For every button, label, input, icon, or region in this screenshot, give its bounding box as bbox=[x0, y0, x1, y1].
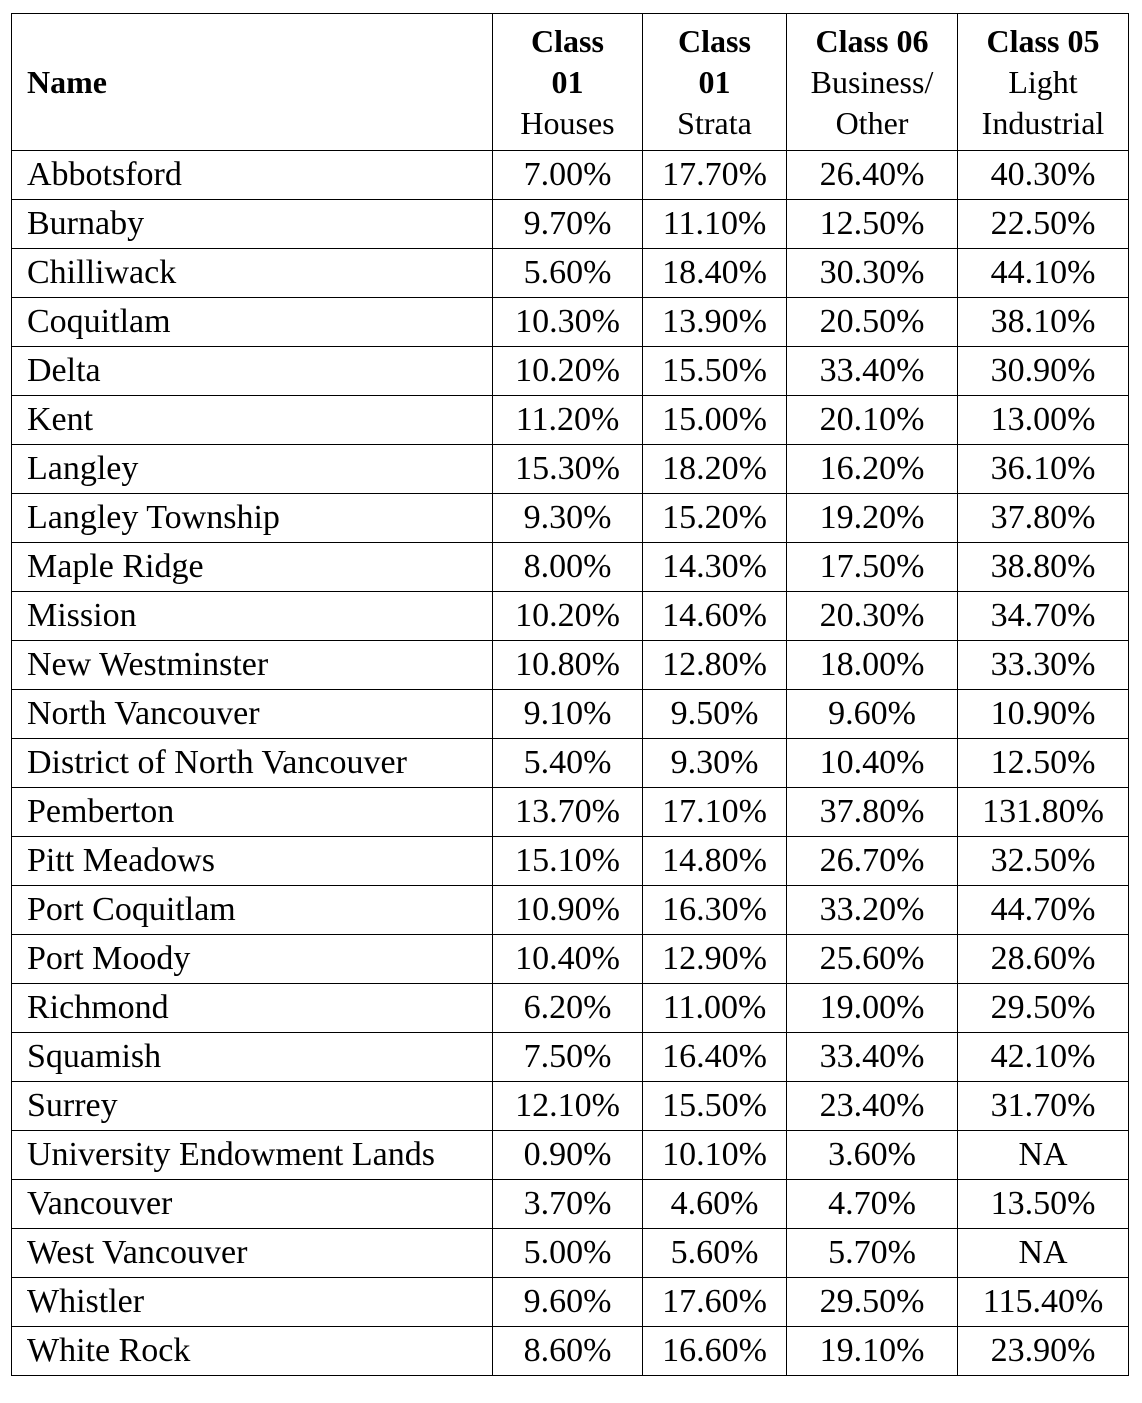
row-name-cell: White Rock bbox=[12, 1327, 493, 1376]
cell-houses: 9.70% bbox=[493, 200, 643, 249]
cell-strata: 18.20% bbox=[643, 445, 787, 494]
cell-light-industrial: 32.50% bbox=[958, 837, 1129, 886]
cell-houses: 10.30% bbox=[493, 298, 643, 347]
cell-light-industrial: 12.50% bbox=[958, 739, 1129, 788]
cell-strata: 14.80% bbox=[643, 837, 787, 886]
cell-strata: 5.60% bbox=[643, 1229, 787, 1278]
cell-strata: 17.70% bbox=[643, 151, 787, 200]
table-row bbox=[12, 1082, 1129, 1131]
table-row bbox=[12, 200, 1129, 249]
table-row bbox=[12, 494, 1129, 543]
row-name-cell: Langley bbox=[12, 445, 493, 494]
cell-light-industrial: 31.70% bbox=[958, 1082, 1129, 1131]
table-row bbox=[12, 1131, 1129, 1180]
cell-strata: 15.00% bbox=[643, 396, 787, 445]
cell-business: 30.30% bbox=[787, 249, 958, 298]
table-body bbox=[12, 151, 1129, 1376]
cell-strata: 16.30% bbox=[643, 886, 787, 935]
header-line: 01 bbox=[698, 63, 731, 100]
cell-strata: 10.10% bbox=[643, 1131, 787, 1180]
table-row bbox=[12, 739, 1129, 788]
cell-houses: 10.20% bbox=[493, 592, 643, 641]
table-row bbox=[12, 935, 1129, 984]
cell-houses: 6.20% bbox=[493, 984, 643, 1033]
table-row bbox=[12, 298, 1129, 347]
table-row bbox=[12, 1180, 1129, 1229]
row-name-cell: Abbotsford bbox=[12, 151, 493, 200]
header-line: Light bbox=[1008, 63, 1078, 100]
cell-light-industrial: 23.90% bbox=[958, 1327, 1129, 1376]
cell-strata: 13.90% bbox=[643, 298, 787, 347]
header-class06-business bbox=[787, 14, 958, 151]
table-row bbox=[12, 1033, 1129, 1082]
cell-strata: 11.00% bbox=[643, 984, 787, 1033]
header-line: Class 05 bbox=[986, 22, 1100, 59]
row-name-cell: Maple Ridge bbox=[12, 543, 493, 592]
cell-strata: 11.10% bbox=[643, 200, 787, 249]
row-name-cell: Mission bbox=[12, 592, 493, 641]
header-name: Name bbox=[12, 14, 493, 151]
header-line: Industrial bbox=[981, 104, 1105, 141]
cell-houses: 15.10% bbox=[493, 837, 643, 886]
cell-light-industrial: 131.80% bbox=[958, 788, 1129, 837]
cell-business: 25.60% bbox=[787, 935, 958, 984]
cell-strata: 14.60% bbox=[643, 592, 787, 641]
cell-business: 33.40% bbox=[787, 1033, 958, 1082]
cell-business: 18.00% bbox=[787, 641, 958, 690]
cell-business: 26.40% bbox=[787, 151, 958, 200]
row-name-cell: North Vancouver bbox=[12, 690, 493, 739]
cell-business: 20.50% bbox=[787, 298, 958, 347]
cell-strata: 14.30% bbox=[643, 543, 787, 592]
row-name-cell: Delta bbox=[12, 347, 493, 396]
cell-light-industrial: 29.50% bbox=[958, 984, 1129, 1033]
cell-light-industrial: NA bbox=[958, 1229, 1129, 1278]
table-header bbox=[12, 14, 1129, 151]
row-name-cell: New Westminster bbox=[12, 641, 493, 690]
cell-houses: 7.50% bbox=[493, 1033, 643, 1082]
header-class01-houses bbox=[493, 14, 643, 151]
cell-light-industrial: 115.40% bbox=[958, 1278, 1129, 1327]
cell-houses: 10.90% bbox=[493, 886, 643, 935]
cell-houses: 7.00% bbox=[493, 151, 643, 200]
row-name-cell: Pemberton bbox=[12, 788, 493, 837]
cell-business: 17.50% bbox=[787, 543, 958, 592]
assessment-change-table bbox=[11, 13, 1129, 1376]
cell-business: 33.40% bbox=[787, 347, 958, 396]
table-row bbox=[12, 347, 1129, 396]
header-line: Class 06 bbox=[815, 22, 929, 59]
cell-strata: 18.40% bbox=[643, 249, 787, 298]
cell-houses: 10.80% bbox=[493, 641, 643, 690]
cell-business: 20.10% bbox=[787, 396, 958, 445]
row-name-cell: Richmond bbox=[12, 984, 493, 1033]
cell-business: 4.70% bbox=[787, 1180, 958, 1229]
cell-light-industrial: 37.80% bbox=[958, 494, 1129, 543]
header-line: Business/ bbox=[810, 63, 934, 100]
header-line: Strata bbox=[677, 104, 752, 141]
cell-light-industrial: 30.90% bbox=[958, 347, 1129, 396]
cell-houses: 15.30% bbox=[493, 445, 643, 494]
cell-light-industrial: 44.10% bbox=[958, 249, 1129, 298]
cell-light-industrial: 40.30% bbox=[958, 151, 1129, 200]
cell-light-industrial: 10.90% bbox=[958, 690, 1129, 739]
row-name-cell: District of North Vancouver bbox=[12, 739, 493, 788]
cell-light-industrial: 38.10% bbox=[958, 298, 1129, 347]
cell-business: 37.80% bbox=[787, 788, 958, 837]
cell-business: 16.20% bbox=[787, 445, 958, 494]
cell-strata: 12.80% bbox=[643, 641, 787, 690]
cell-houses: 9.10% bbox=[493, 690, 643, 739]
row-name-cell: Whistler bbox=[12, 1278, 493, 1327]
cell-strata: 16.40% bbox=[643, 1033, 787, 1082]
cell-business: 12.50% bbox=[787, 200, 958, 249]
cell-business: 19.00% bbox=[787, 984, 958, 1033]
row-name-cell: West Vancouver bbox=[12, 1229, 493, 1278]
row-name-cell: Vancouver bbox=[12, 1180, 493, 1229]
header-line: Class bbox=[678, 22, 751, 59]
cell-light-industrial: 33.30% bbox=[958, 641, 1129, 690]
cell-houses: 9.30% bbox=[493, 494, 643, 543]
header-class01-strata bbox=[643, 14, 787, 151]
cell-houses: 13.70% bbox=[493, 788, 643, 837]
row-name-cell: University Endowment Lands bbox=[12, 1131, 493, 1180]
row-name-cell: Langley Township bbox=[12, 494, 493, 543]
cell-business: 10.40% bbox=[787, 739, 958, 788]
table-row bbox=[12, 788, 1129, 837]
cell-houses: 10.20% bbox=[493, 347, 643, 396]
table-row bbox=[12, 445, 1129, 494]
cell-business: 23.40% bbox=[787, 1082, 958, 1131]
cell-strata: 15.50% bbox=[643, 347, 787, 396]
table-row bbox=[12, 151, 1129, 200]
row-name-cell: Squamish bbox=[12, 1033, 493, 1082]
header-row bbox=[12, 14, 1129, 151]
cell-light-industrial: 38.80% bbox=[958, 543, 1129, 592]
header-class05-light-industrial bbox=[958, 14, 1129, 151]
cell-business: 19.10% bbox=[787, 1327, 958, 1376]
cell-strata: 9.30% bbox=[643, 739, 787, 788]
cell-houses: 12.10% bbox=[493, 1082, 643, 1131]
cell-strata: 15.50% bbox=[643, 1082, 787, 1131]
table-row bbox=[12, 396, 1129, 445]
cell-houses: 5.40% bbox=[493, 739, 643, 788]
cell-business: 19.20% bbox=[787, 494, 958, 543]
cell-business: 3.60% bbox=[787, 1131, 958, 1180]
table-row bbox=[12, 1327, 1129, 1376]
table-row bbox=[12, 592, 1129, 641]
row-name-cell: Pitt Meadows bbox=[12, 837, 493, 886]
cell-light-industrial: 42.10% bbox=[958, 1033, 1129, 1082]
header-line: Other bbox=[835, 104, 909, 141]
table-row bbox=[12, 690, 1129, 739]
table-row bbox=[12, 249, 1129, 298]
cell-light-industrial: 13.00% bbox=[958, 396, 1129, 445]
table-row bbox=[12, 641, 1129, 690]
cell-houses: 10.40% bbox=[493, 935, 643, 984]
row-name-cell: Chilliwack bbox=[12, 249, 493, 298]
cell-houses: 9.60% bbox=[493, 1278, 643, 1327]
cell-business: 9.60% bbox=[787, 690, 958, 739]
cell-light-industrial: NA bbox=[958, 1131, 1129, 1180]
cell-light-industrial: 28.60% bbox=[958, 935, 1129, 984]
cell-houses: 5.00% bbox=[493, 1229, 643, 1278]
table-row bbox=[12, 837, 1129, 886]
cell-light-industrial: 34.70% bbox=[958, 592, 1129, 641]
row-name-cell: Port Coquitlam bbox=[12, 886, 493, 935]
cell-light-industrial: 36.10% bbox=[958, 445, 1129, 494]
cell-houses: 8.00% bbox=[493, 543, 643, 592]
cell-business: 33.20% bbox=[787, 886, 958, 935]
cell-light-industrial: 13.50% bbox=[958, 1180, 1129, 1229]
table-row bbox=[12, 1229, 1129, 1278]
table-row bbox=[12, 543, 1129, 592]
cell-light-industrial: 44.70% bbox=[958, 886, 1129, 935]
cell-strata: 17.60% bbox=[643, 1278, 787, 1327]
header-line: Houses bbox=[520, 104, 615, 141]
row-name-cell: Port Moody bbox=[12, 935, 493, 984]
cell-houses: 0.90% bbox=[493, 1131, 643, 1180]
row-name-cell: Kent bbox=[12, 396, 493, 445]
cell-houses: 3.70% bbox=[493, 1180, 643, 1229]
cell-strata: 15.20% bbox=[643, 494, 787, 543]
cell-houses: 11.20% bbox=[493, 396, 643, 445]
table-row bbox=[12, 984, 1129, 1033]
cell-business: 5.70% bbox=[787, 1229, 958, 1278]
header-line: Class bbox=[531, 22, 604, 59]
cell-strata: 9.50% bbox=[643, 690, 787, 739]
cell-business: 20.30% bbox=[787, 592, 958, 641]
cell-strata: 17.10% bbox=[643, 788, 787, 837]
cell-strata: 4.60% bbox=[643, 1180, 787, 1229]
header-line: 01 bbox=[551, 63, 584, 100]
cell-strata: 16.60% bbox=[643, 1327, 787, 1376]
cell-houses: 5.60% bbox=[493, 249, 643, 298]
cell-houses: 8.60% bbox=[493, 1327, 643, 1376]
cell-strata: 12.90% bbox=[643, 935, 787, 984]
row-name-cell: Coquitlam bbox=[12, 298, 493, 347]
row-name-cell: Surrey bbox=[12, 1082, 493, 1131]
table-row bbox=[12, 886, 1129, 935]
cell-business: 26.70% bbox=[787, 837, 958, 886]
row-name-cell: Burnaby bbox=[12, 200, 493, 249]
cell-business: 29.50% bbox=[787, 1278, 958, 1327]
table-row bbox=[12, 1278, 1129, 1327]
cell-light-industrial: 22.50% bbox=[958, 200, 1129, 249]
